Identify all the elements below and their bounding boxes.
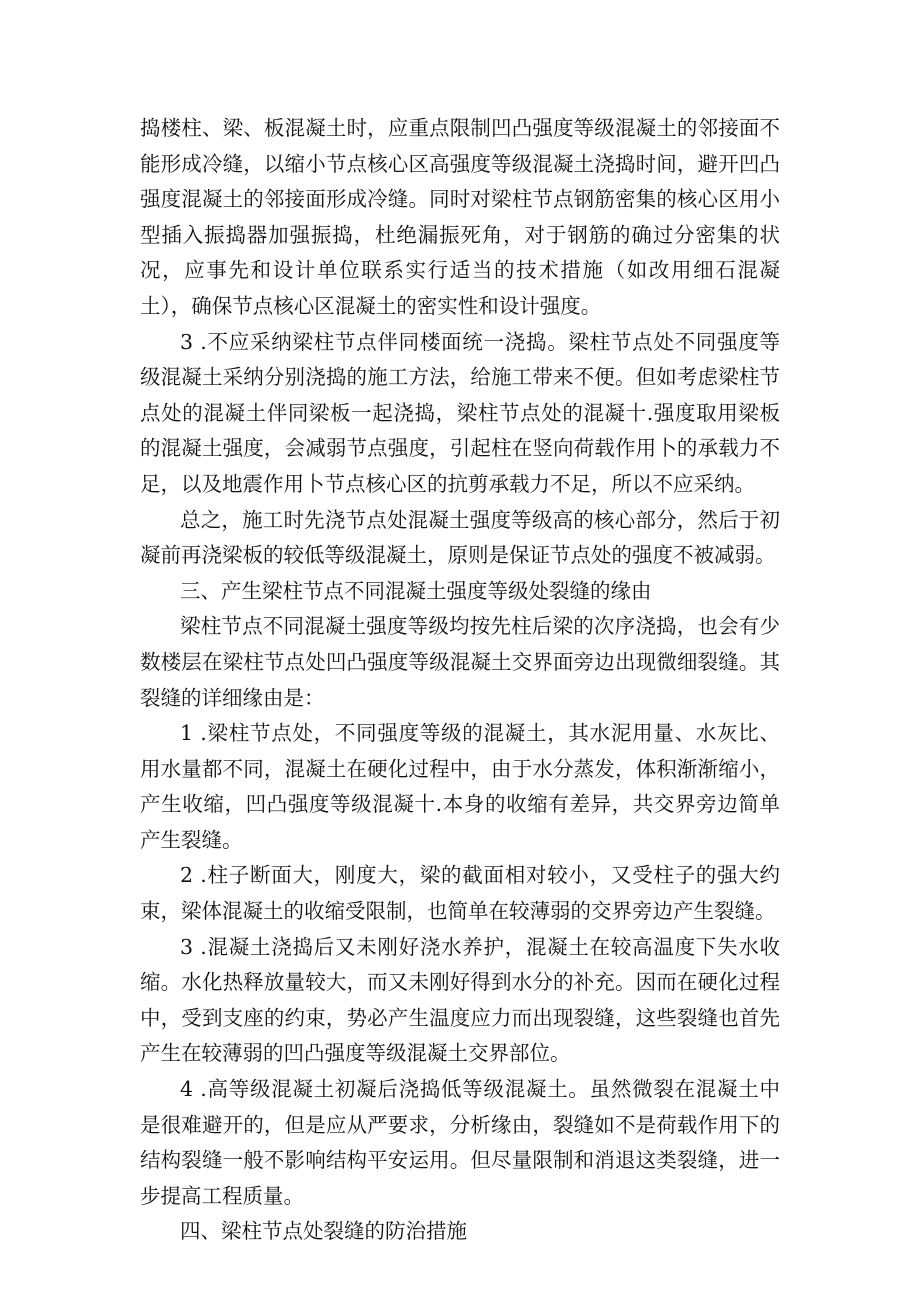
paragraph-item-3-casting: 3 .不应采纳梁柱节点伴同楼面统一浇捣。梁柱节点处不同强度等级混凝土采纳分别浇捣的施工方法，给施工带来不便。但如考虑梁柱节点处的混凝土伴同梁板一起浇捣，梁柱节点处的混凝十.强度取用梁板的混凝土强度，会减弱节点强度，引起柱在竖向荷载作用卜的承载力不足，以及地震作用卜节点核心区的抗剪承载力不足，所以不应采纳。 [140, 329, 780, 496]
section-heading-4: 四、梁柱节点处裂缝的防治措施 [180, 1219, 467, 1244]
paragraph-cause-3: 3 .混凝土浇捣后又未刚好浇水养护，混凝土在较高温度下失水收缩。水化热释放量较大，而又未刚好得到水分的补充。因而在硬化过程中，受到支座的约束，势必产生温度应力而出现裂缝，这些裂缝也首先产生在较薄弱的凹凸强度等级混凝土交界部位。 [140, 934, 780, 1066]
paragraph-continuation: 捣楼柱、梁、板混凝土时，应重点限制凹凸强度等级混凝土的邻接面不能形成冷缝，以缩小节点核心区高强度等级混凝土浇捣时间，避开凹凸强度混凝土的邻接面形成冷缝。同时对梁柱节点钢筋密集的核心区用小型插入振捣器加强振捣，杜绝漏振死角，对于钢筋的确过分密集的状况，应事先和设计单位联系实行适当的技术措施（如改用细石混凝土），确保节点核心区混凝土的密实性和设计强度。 [140, 116, 780, 318]
paragraph-summary: 总之，施工时先浇节点处混凝土强度等级高的核心部分，然后于初凝前再浇梁板的较低等级混凝土，原则是保证节点处的强度不被减弱。 [140, 507, 780, 568]
paragraph-cause-2: 2 .柱子断面大，刚度大，梁的截面相对较小，又受柱子的强大约束，梁体混凝土的收缩受限制，也简单在较薄弱的交界旁边产生裂缝。 [140, 863, 780, 924]
paragraph-cause-1: 1 .梁柱节点处，不同强度等级的混凝土，其水泥用量、水灰比、用水量都不同，混凝土在硬化过程中，由于水分蒸发，体积渐渐缩小，产生收缩，凹凸强度等级混凝十.本身的收缩有差异，共交界旁边简单产生裂缝。 [140, 721, 780, 852]
document-body [140, 111, 780, 1250]
section-heading-3: 三、产生梁柱节点不同混凝土强度等级处裂缝的缘由 [180, 578, 652, 603]
paragraph-cause-intro: 梁柱节点不同混凝土强度等级均按先柱后梁的次序浇捣，也会有少数楼层在梁柱节点处凹凸强度等级混凝土交界面旁边出现微细裂缝。其裂缝的详细缘由是： [140, 614, 780, 710]
paragraph-cause-4: 4 .高等级混凝土初凝后浇捣低等级混凝土。虽然微裂在混凝土中是很难避开的，但是应从严要求，分析缘由，裂缝如不是荷载作用下的结构裂缝一般不影响结构平安运用。但尽量限制和消退这类裂缝，进一步提高工程质量。 [140, 1077, 780, 1208]
